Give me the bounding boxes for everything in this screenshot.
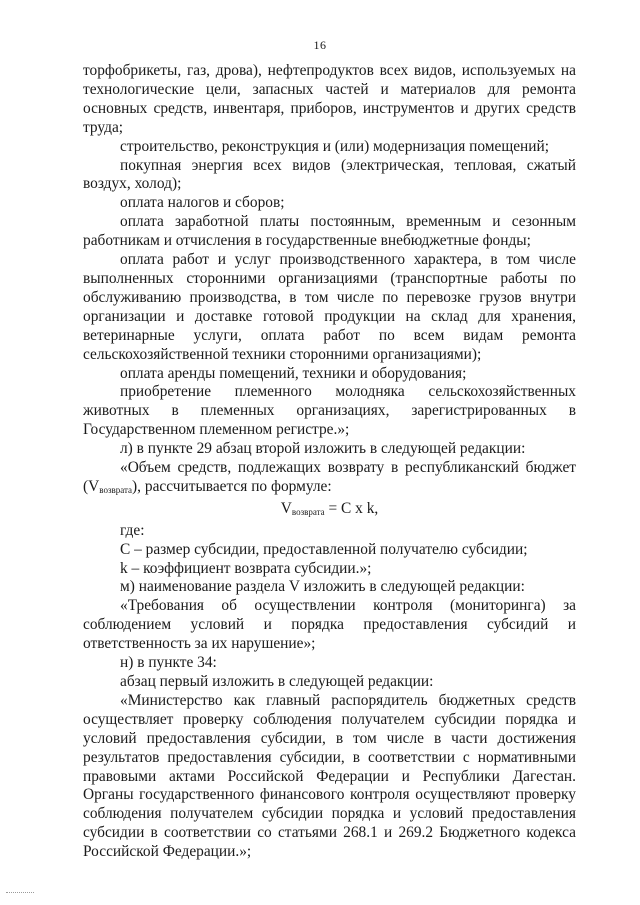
volume-text-after: ), рассчитывается по формуле: (132, 477, 332, 495)
formula (83, 500, 576, 522)
paragraph: оплата аренды помещений, техники и оборудования; (120, 364, 467, 382)
paragraph: покупная энергия всех видов (электрическая, тепловая, сжатый воздух, холод); (83, 156, 576, 193)
paragraph: оплата заработной платы постоянным, временным и сезонным работникам и отчисления в государственные внебюджетные фонды; (83, 213, 576, 250)
paragraph: С – размер субсидии, предоставленной получателю субсидии; (120, 540, 528, 558)
volume-paragraph (83, 459, 576, 500)
document-body (83, 62, 576, 862)
paragraph: н) в пункте 34: (120, 654, 217, 672)
volume-text-before: «Объем средств, подлежащих возврату в республиканский бюджет (V (83, 459, 576, 495)
paragraph: оплата налогов и сборов; (120, 194, 285, 212)
paragraph: «Министерство как главный распорядитель бюджетных средств осуществляет проверку соблюдения получателем субсидии порядка и условий предоставления субсидии, в том числе в части достижения результатов предоставления субсидии, в соответствии с нормативными правовыми актами Российской Федерации и Республики Дагестан. Органы государственного финансового контроля осуществляют проверку соблюдения получателем субсидии порядка и условий предоставления субсидии в соответствии со статьями 268.1 и 269.2 Бюджетного кодекса Российской Федерации.»; (83, 691, 576, 861)
paragraph: k – коэффициент возврата субсидии.»; (120, 559, 372, 577)
formula-subscript: возврата (291, 506, 325, 517)
paragraph: м) наименование раздела V изложить в следующей редакции: (120, 578, 525, 596)
paragraph: строительство, реконструкция и (или) модернизация помещений; (120, 137, 550, 155)
paragraph: где: (120, 521, 145, 539)
paragraph: торфобрикеты, газ, дрова), нефтепродуктов всех видов, используемых на технологические цели, запасных частей и материалов для ремонта основных средств, инвентаря, приборов, инструментов и других средств труда; (83, 62, 576, 136)
formula-v: V (280, 499, 292, 517)
paragraph: абзац первый изложить в следующей редакции: (120, 673, 434, 690)
paragraph: приобретение племенного молодняка сельскохозяйственных животных в племенных организациях, зарегистрированных в Государственном племенном регистре.»; (83, 383, 576, 439)
formula-rest: = С х k, (324, 499, 379, 517)
scan-footer-mark (6, 892, 34, 895)
paragraph: «Требования об осуществлении контроля (мониторинга) за соблюдением условий и порядка предоставления субсидий и ответственность за их нарушение»; (83, 597, 576, 653)
paragraph: оплата работ и услуг производственного характера, в том числе выполненных сторонними организациями (транспортные работы по обслуживанию производства, в том числе по перевозке грузов внутри организации и доставке готовой продукции на склад для хранения, ветеринарные услуги, оплата работ по всем видам ремонта сельскохозяйственной техники сторонними организациями); (83, 251, 576, 363)
volume-subscript: возврата (99, 484, 133, 495)
page-number: 16 (313, 38, 327, 52)
paragraph: л) в пункте 29 абзац второй изложить в следующей редакции: (120, 440, 526, 458)
